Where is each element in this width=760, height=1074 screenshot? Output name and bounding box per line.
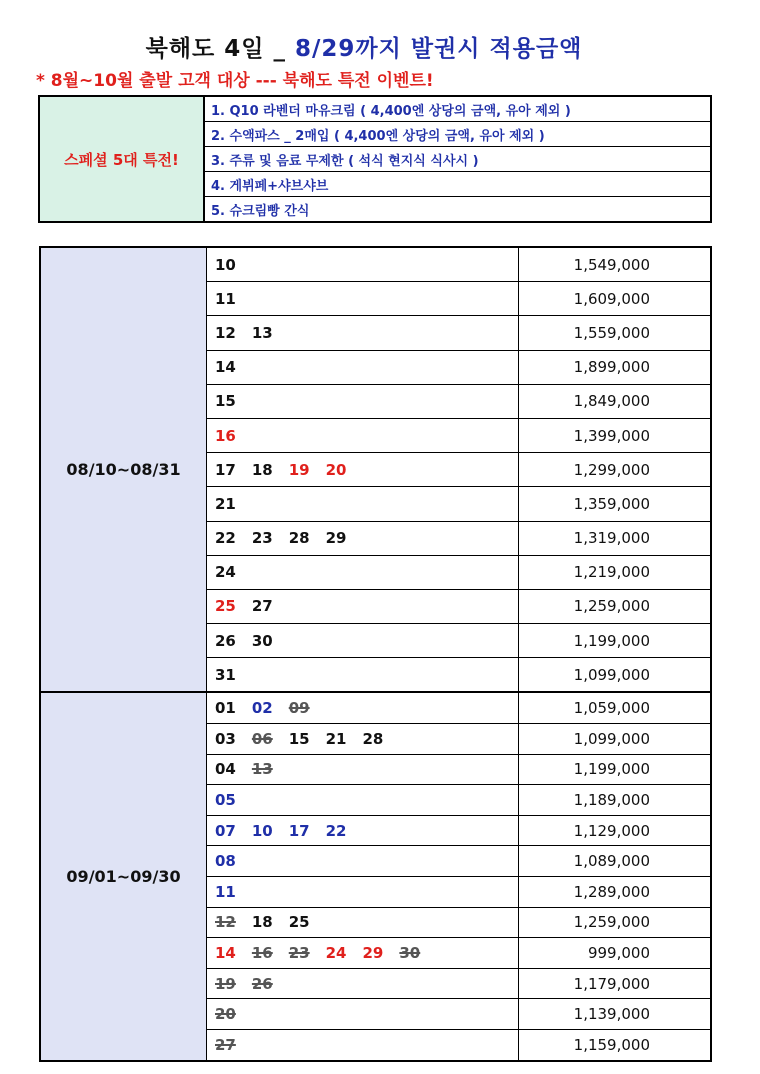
price-value: 1,089,000 bbox=[519, 846, 712, 877]
departure-days bbox=[207, 247, 519, 282]
departure-day: 21 bbox=[215, 494, 236, 513]
departure-day: 30 bbox=[251, 631, 273, 650]
price-value: 1,199,000 bbox=[519, 754, 712, 785]
price-value: 1,129,000 bbox=[519, 815, 712, 846]
price-value: 1,549,000 bbox=[519, 247, 712, 282]
departure-day: 21 bbox=[325, 729, 347, 748]
departure-days bbox=[207, 1029, 519, 1060]
departure-day: 11 bbox=[215, 882, 236, 901]
departure-days bbox=[207, 624, 519, 658]
price-value: 1,849,000 bbox=[519, 384, 712, 418]
soldout-day: 27 bbox=[215, 1035, 236, 1054]
departure-day: 28 bbox=[288, 529, 310, 548]
soldout-day: 13 bbox=[251, 760, 273, 779]
departure-day: 15 bbox=[288, 729, 310, 748]
departure-day: 12 bbox=[215, 323, 236, 342]
price-value: 1,139,000 bbox=[519, 999, 712, 1030]
departure-day: 29 bbox=[362, 943, 384, 962]
departure-days bbox=[207, 316, 519, 350]
price-value: 1,219,000 bbox=[519, 555, 712, 589]
departure-day: 22 bbox=[325, 821, 347, 840]
soldout-day: 06 bbox=[251, 729, 273, 748]
price-value: 1,559,000 bbox=[519, 316, 712, 350]
price-value: 1,899,000 bbox=[519, 350, 712, 384]
departure-days bbox=[207, 999, 519, 1030]
price-value: 1,359,000 bbox=[519, 487, 712, 521]
special-item: 4. 게뷔페+샤브샤브 bbox=[204, 172, 711, 197]
price-value: 999,000 bbox=[519, 938, 712, 969]
event-subtitle: * 8월~10월 출발 고객 대상 --- 북해도 특전 이벤트! bbox=[36, 71, 434, 91]
departure-day: 10 bbox=[251, 821, 273, 840]
soldout-day: 30 bbox=[399, 943, 421, 962]
departure-day: 25 bbox=[215, 597, 236, 616]
price-value: 1,399,000 bbox=[519, 418, 712, 452]
departure-days bbox=[207, 754, 519, 785]
soldout-day: 20 bbox=[215, 1005, 236, 1024]
departure-days bbox=[207, 521, 519, 555]
departure-days bbox=[207, 785, 519, 816]
soldout-day: 23 bbox=[288, 943, 310, 962]
price-value: 1,199,000 bbox=[519, 624, 712, 658]
departure-day: 25 bbox=[288, 913, 310, 932]
departure-days bbox=[207, 938, 519, 969]
departure-day: 07 bbox=[215, 821, 236, 840]
departure-day: 13 bbox=[251, 323, 273, 342]
price-value: 1,189,000 bbox=[519, 785, 712, 816]
price-value: 1,159,000 bbox=[519, 1029, 712, 1060]
departure-day: 24 bbox=[325, 943, 347, 962]
departure-days bbox=[207, 907, 519, 938]
departure-days bbox=[207, 846, 519, 877]
departure-day: 11 bbox=[215, 289, 236, 308]
special-item: 3. 주류 및 음료 무제한 ( 석식 현지식 식사시 ) bbox=[204, 147, 711, 172]
departure-day: 10 bbox=[215, 255, 236, 274]
price-value: 1,289,000 bbox=[519, 877, 712, 908]
departure-days bbox=[207, 724, 519, 755]
price-row bbox=[40, 692, 711, 723]
price-row bbox=[40, 247, 711, 282]
title-highlight: 8/29까지 발권시 적용금액 bbox=[295, 36, 583, 62]
special-item: 1. Q10 라벤더 마유크림 ( 4,400엔 상당의 금액, 유아 제외 ) bbox=[204, 96, 711, 122]
departure-day: 31 bbox=[215, 665, 236, 684]
price-value: 1,099,000 bbox=[519, 658, 712, 693]
departure-day: 16 bbox=[215, 426, 236, 445]
departure-days bbox=[207, 658, 519, 693]
departure-day: 19 bbox=[288, 460, 310, 479]
departure-days bbox=[207, 589, 519, 623]
departure-days bbox=[207, 692, 519, 723]
soldout-day: 26 bbox=[251, 974, 273, 993]
departure-days bbox=[207, 350, 519, 384]
soldout-day: 16 bbox=[251, 943, 273, 962]
departure-days bbox=[207, 384, 519, 418]
departure-day: 02 bbox=[251, 699, 273, 718]
departure-day: 29 bbox=[325, 529, 347, 548]
departure-day: 05 bbox=[215, 791, 236, 810]
price-value: 1,609,000 bbox=[519, 282, 712, 316]
departure-day: 18 bbox=[251, 913, 273, 932]
price-value: 1,259,000 bbox=[519, 907, 712, 938]
departure-day: 08 bbox=[215, 852, 236, 871]
period-label: 09/01~09/30 bbox=[40, 692, 207, 1060]
page-title bbox=[0, 30, 728, 63]
departure-day: 20 bbox=[325, 460, 347, 479]
departure-days bbox=[207, 877, 519, 908]
departure-day: 14 bbox=[215, 358, 236, 377]
departure-days bbox=[207, 453, 519, 487]
special-item: 2. 수액파스 _ 2매입 ( 4,400엔 상당의 금액, 유아 제외 ) bbox=[204, 122, 711, 147]
departure-day: 01 bbox=[215, 699, 236, 718]
departure-day: 23 bbox=[251, 529, 273, 548]
departure-day: 18 bbox=[251, 460, 273, 479]
departure-day: 03 bbox=[215, 729, 236, 748]
departure-day: 26 bbox=[215, 631, 236, 650]
soldout-day: 19 bbox=[215, 974, 236, 993]
price-value: 1,099,000 bbox=[519, 724, 712, 755]
soldout-day: 12 bbox=[215, 913, 236, 932]
price-value: 1,059,000 bbox=[519, 692, 712, 723]
departure-days bbox=[207, 418, 519, 452]
period-label: 08/10~08/31 bbox=[40, 247, 207, 692]
title-main: 북해도 4일 _ bbox=[145, 36, 295, 62]
price-table bbox=[39, 246, 712, 1062]
departure-day: 27 bbox=[251, 597, 273, 616]
price-value: 1,259,000 bbox=[519, 589, 712, 623]
departure-day: 17 bbox=[288, 821, 310, 840]
departure-days bbox=[207, 968, 519, 999]
special-heading: 스페셜 5대 특전! bbox=[39, 96, 204, 222]
soldout-day: 09 bbox=[288, 699, 310, 718]
departure-days bbox=[207, 487, 519, 521]
departure-day: 22 bbox=[215, 529, 236, 548]
departure-day: 04 bbox=[215, 760, 236, 779]
departure-day: 24 bbox=[215, 563, 236, 582]
departure-day: 28 bbox=[362, 729, 384, 748]
departure-days bbox=[207, 282, 519, 316]
departure-days bbox=[207, 815, 519, 846]
departure-day: 17 bbox=[215, 460, 236, 479]
special-item: 5. 슈크림빵 간식 bbox=[204, 197, 711, 223]
departure-day: 14 bbox=[215, 943, 236, 962]
price-value: 1,179,000 bbox=[519, 968, 712, 999]
departure-days bbox=[207, 555, 519, 589]
special-benefits-table bbox=[38, 95, 712, 223]
departure-day: 15 bbox=[215, 392, 236, 411]
price-value: 1,299,000 bbox=[519, 453, 712, 487]
price-value: 1,319,000 bbox=[519, 521, 712, 555]
